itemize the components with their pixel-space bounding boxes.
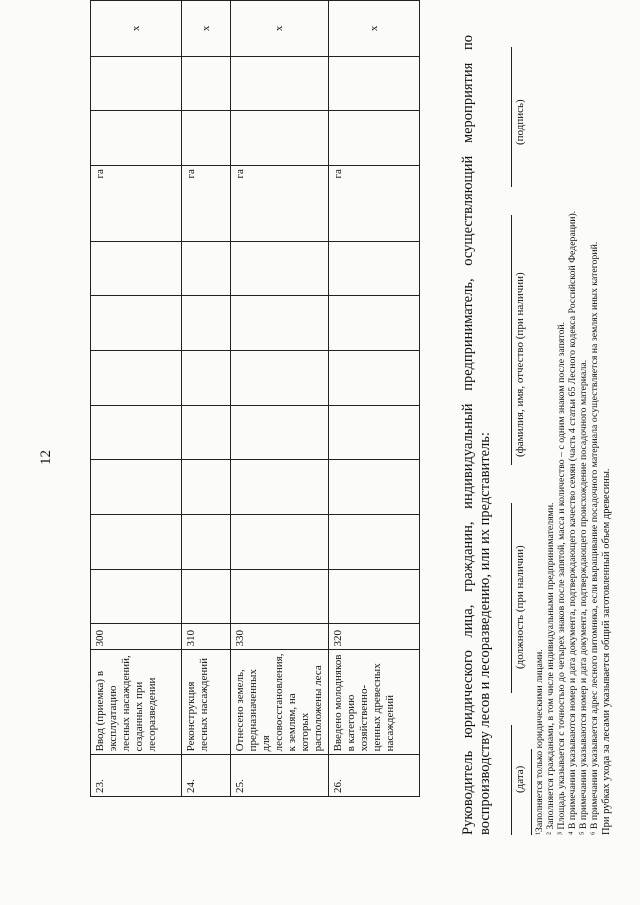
- row-name: Реконструкция лесных насаждений: [182, 650, 231, 755]
- table-cell: [182, 405, 231, 460]
- table-cell: [231, 56, 329, 111]
- table-cell: [91, 405, 182, 460]
- row-unit: га: [91, 166, 182, 242]
- row-name: Ввод (приемка) в эксплуатацию лесных насаждений, созданных при лесоразведении: [91, 650, 182, 755]
- table-cell: [329, 56, 420, 111]
- row-name: Отнесено земель, предназначенных для лесовосстановления, к землям, на которых расположены леса: [231, 650, 329, 755]
- footnote: ² Заполняется гражданами, в том числе индивидуальными предпринимателями.: [545, 502, 556, 835]
- row-x-mark: x: [91, 1, 182, 57]
- table-row: [231, 1, 329, 797]
- row-unit: га: [329, 166, 420, 242]
- footnote: ³ Площадь указывается с точностью до четырех знаков после запятой, масса и количество – с одним знаком после запятой.: [556, 321, 567, 835]
- table-cell: [91, 514, 182, 569]
- table-cell: [182, 296, 231, 351]
- table-cell: [91, 241, 182, 296]
- table-cell: [231, 405, 329, 460]
- signature-statement: Руководитель юридического лица, гражданин, индивидуальный предприниматель, осуществляющий мероприятия по воспроизводству лесов и лесоразведению, или их представитель:: [460, 35, 493, 835]
- table-cell: [91, 460, 182, 515]
- table-cell: [329, 405, 420, 460]
- table-row: [91, 1, 182, 797]
- date-caption: (дата): [514, 765, 526, 793]
- table-cell: [329, 460, 420, 515]
- data-table: [90, 0, 420, 797]
- signature-line: [493, 47, 512, 187]
- row-number: 26.: [329, 755, 420, 797]
- table-cell: [182, 351, 231, 406]
- table-cell: [91, 111, 182, 166]
- table-cell: [182, 460, 231, 515]
- position-caption: (должность (при наличии): [514, 545, 526, 669]
- table-cell: [329, 296, 420, 351]
- page-number: 12: [38, 450, 54, 465]
- sign-caption: (подпись): [514, 99, 526, 145]
- row-name: Введено молодняков в категорию хозяйственно-ценных древесных насаждений: [329, 650, 420, 755]
- row-x-mark: x: [231, 1, 329, 57]
- table-row: [182, 1, 231, 797]
- row-x-mark: x: [182, 1, 231, 57]
- row-code: 330: [231, 624, 329, 650]
- table-cell: [329, 514, 420, 569]
- footnote: ⁶ В примечании указывается адрес лесного питомника, если выращивание посадочного материала осуществляется на землях иных категорий.: [589, 241, 600, 835]
- row-number: 25.: [231, 755, 329, 797]
- table-cell: [231, 241, 329, 296]
- name-caption: (фамилия, имя, отчество (при наличии): [514, 272, 526, 457]
- footnote: ¹Заполняется только юридическими лицами.: [534, 649, 545, 835]
- table-cell: [329, 569, 420, 624]
- table-cell: [91, 56, 182, 111]
- table-cell: [231, 296, 329, 351]
- footnote-rule: [531, 749, 532, 835]
- footnote: ⁴ В примечании указываются номер и дата документа, подтверждающего качество семян (часть 4 статьи 65 Лесного кодекса Российской Федерации).: [567, 210, 578, 835]
- table-cell: [91, 569, 182, 624]
- table-cell: [231, 460, 329, 515]
- table-row: [329, 1, 420, 797]
- table-cell: [329, 241, 420, 296]
- table-cell: [182, 569, 231, 624]
- table-cell: [91, 296, 182, 351]
- table-cell: [231, 111, 329, 166]
- row-code: 300: [91, 624, 182, 650]
- table-cell: [182, 111, 231, 166]
- footnote: При рубках ухода за лесами указывается общий заготовленный объем древесины.: [601, 468, 612, 835]
- table-cell: [231, 569, 329, 624]
- row-number: 24.: [182, 755, 231, 797]
- table-cell: [231, 351, 329, 406]
- position-line: [493, 503, 512, 693]
- name-line: [493, 215, 512, 465]
- table-cell: [182, 241, 231, 296]
- table-cell: [182, 56, 231, 111]
- table-cell: [231, 514, 329, 569]
- row-x-mark: x: [329, 1, 420, 57]
- table-cell: [329, 351, 420, 406]
- row-number: 23.: [91, 755, 182, 797]
- footnote: ⁵ В примечании указываются номер и дата документа, подтверждающего происхождение посадочного материала.: [578, 359, 589, 835]
- date-line: [493, 725, 512, 835]
- row-code: 320: [329, 624, 420, 650]
- row-code: 310: [182, 624, 231, 650]
- table-cell: [329, 111, 420, 166]
- table-cell: [91, 351, 182, 406]
- row-unit: га: [182, 166, 231, 242]
- table-cell: [182, 514, 231, 569]
- row-unit: га: [231, 166, 329, 242]
